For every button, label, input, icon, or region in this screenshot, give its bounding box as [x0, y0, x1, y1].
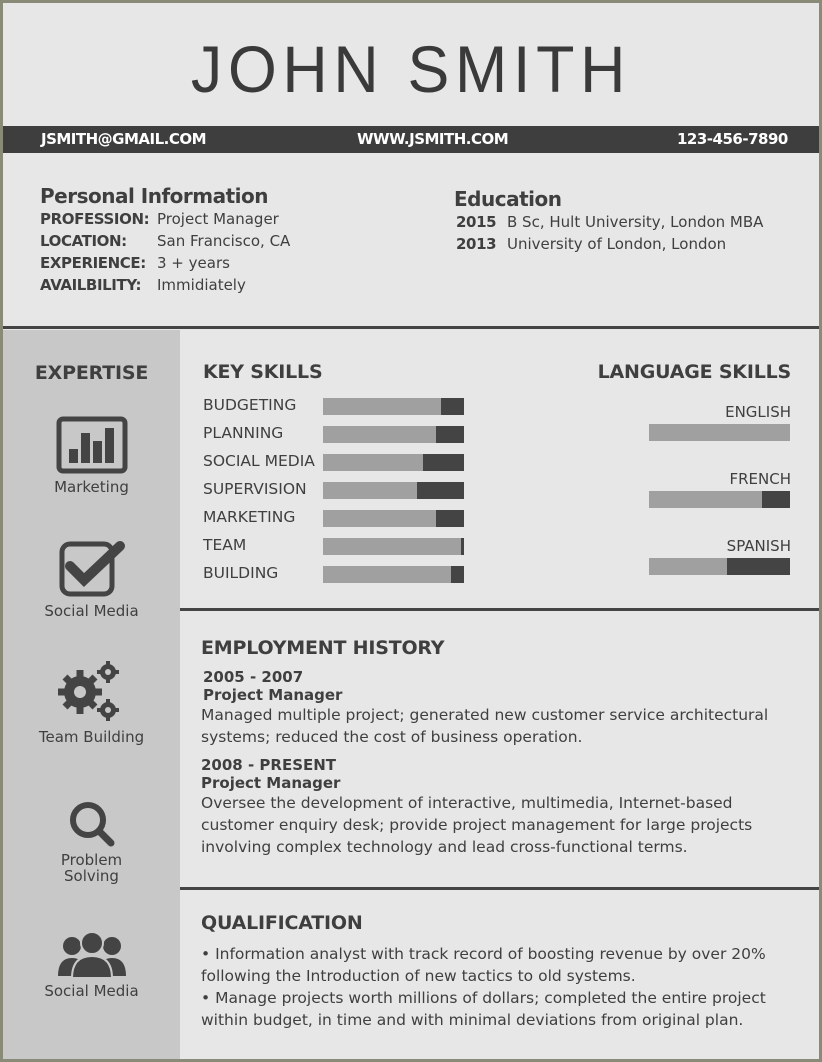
education-value: University of London, London: [507, 235, 727, 253]
employment-title: EMPLOYMENT HISTORY: [201, 637, 445, 659]
info-label: AVAILBILITY:: [40, 276, 142, 294]
expertise-item: [3, 660, 180, 746]
job-period: 2008 - PRESENT: [201, 756, 337, 774]
skill-bar: [323, 510, 464, 527]
skill-bar-fill: [323, 566, 451, 583]
qualification: [201, 912, 771, 1031]
phone-number: 123-456-7890: [677, 130, 788, 148]
education-year: 2013: [456, 235, 497, 253]
education-row: [454, 211, 763, 233]
skill-bar-fill: [323, 510, 436, 527]
education-value: B Sc, Hult University, London MBA: [507, 213, 764, 231]
education-title: Education: [454, 187, 562, 211]
employment-history: [201, 637, 801, 858]
info-label: LOCATION:: [40, 232, 127, 250]
skill-label: MARKETING: [203, 508, 296, 526]
expertise-item: [3, 932, 180, 1000]
checkbox-icon: [56, 538, 128, 598]
skill-label: BUILDING: [203, 564, 279, 582]
expertise-label: Problem Solving: [60, 851, 123, 885]
info-row: [40, 274, 290, 296]
info-row: [40, 208, 290, 230]
key-skills-title: KEY SKILLS: [203, 361, 323, 383]
qualification-title: QUALIFICATION: [201, 912, 363, 934]
skill-label: BUDGETING: [203, 396, 297, 414]
info-value: Project Manager: [157, 210, 279, 228]
expertise-label: Marketing: [54, 478, 129, 496]
job-entry: [201, 756, 801, 858]
language-bar-fill: [649, 491, 762, 508]
divider: [180, 887, 819, 890]
expertise-label: Social Media: [44, 982, 139, 1000]
language-bar: [649, 558, 790, 575]
info-row: [40, 252, 290, 274]
skill-bar: [323, 398, 464, 415]
info-label: EXPERIENCE:: [40, 254, 146, 272]
info-value: San Francisco, CA: [157, 232, 291, 250]
language-label: ENGLISH: [725, 403, 791, 421]
expertise-sidebar: [3, 330, 180, 1059]
language-bar-fill: [649, 558, 727, 575]
qualification-item: • Information analyst with track record of boosting revenue by over 20% following the Introduction of new tactics to old systems.: [201, 945, 766, 985]
divider: [180, 608, 819, 611]
language-bar-fill: [649, 424, 790, 441]
education-year: 2015: [456, 213, 497, 231]
people-icon: [56, 932, 128, 978]
language-bar: [649, 424, 790, 441]
personal-info-title: Personal Information: [40, 184, 268, 208]
language-skills-title: LANGUAGE SKILLS: [597, 361, 791, 383]
skill-bar: [323, 566, 464, 583]
language-label: SPANISH: [726, 537, 791, 555]
divider: [3, 326, 819, 329]
personal-information: [40, 184, 290, 296]
skill-label: PLANNING: [203, 424, 284, 442]
expertise-item: [3, 416, 180, 496]
website-link[interactable]: WWW.JSMITH.COM: [357, 130, 509, 148]
skill-label: SOCIAL MEDIA: [203, 452, 315, 470]
skill-bar-fill: [323, 482, 417, 499]
contact-bar: [3, 126, 819, 153]
expertise-label: Social Media: [44, 602, 139, 620]
skill-bar-fill: [323, 398, 441, 415]
skill-bar: [323, 538, 464, 555]
info-value: Immidiately: [157, 276, 246, 294]
job-period: 2005 - 2007: [203, 668, 304, 686]
info-value: 3 + years: [157, 254, 230, 272]
expertise-item: [3, 538, 180, 620]
job-role: Project Manager: [203, 686, 343, 704]
skill-bar: [323, 482, 464, 499]
skill-bar-fill: [323, 538, 461, 555]
expertise-label: Team Building: [38, 728, 145, 746]
expertise-title: EXPERTISE: [34, 362, 149, 384]
job-entry: [201, 668, 801, 748]
skill-label: SUPERVISION: [203, 480, 307, 498]
skill-bar-fill: [323, 426, 436, 443]
search-icon: [56, 800, 128, 848]
info-label: PROFESSION:: [40, 210, 150, 228]
gears-icon: [56, 660, 128, 724]
skill-label: TEAM: [203, 536, 247, 554]
qualification-item: • Manage projects worth millions of dollars; completed the entire project within budget, in time and with minimal deviations from original plan.: [201, 989, 766, 1029]
info-row: [40, 230, 290, 252]
language-label: FRENCH: [729, 470, 791, 488]
resume-page: [3, 3, 819, 1059]
job-role: Project Manager: [201, 774, 341, 792]
skill-bar: [323, 454, 464, 471]
candidate-name: JOHN SMITH: [190, 32, 632, 106]
job-description: Oversee the development of interactive, multimedia, Internet-based customer enquiry desk; provide project management for large projects involving complex technology and lead cross-functional terms.: [201, 794, 753, 856]
skill-bar: [323, 426, 464, 443]
email-link[interactable]: JSMITH@GMAIL.COM: [41, 130, 207, 148]
education-row: [454, 233, 763, 255]
education: [454, 187, 763, 255]
expertise-item: [3, 800, 180, 884]
skill-bar-fill: [323, 454, 423, 471]
language-bar: [649, 491, 790, 508]
job-description: Managed multiple project; generated new customer service architectural systems; reduced the cost of business operation.: [201, 706, 769, 746]
bar-chart-icon: [56, 416, 128, 474]
